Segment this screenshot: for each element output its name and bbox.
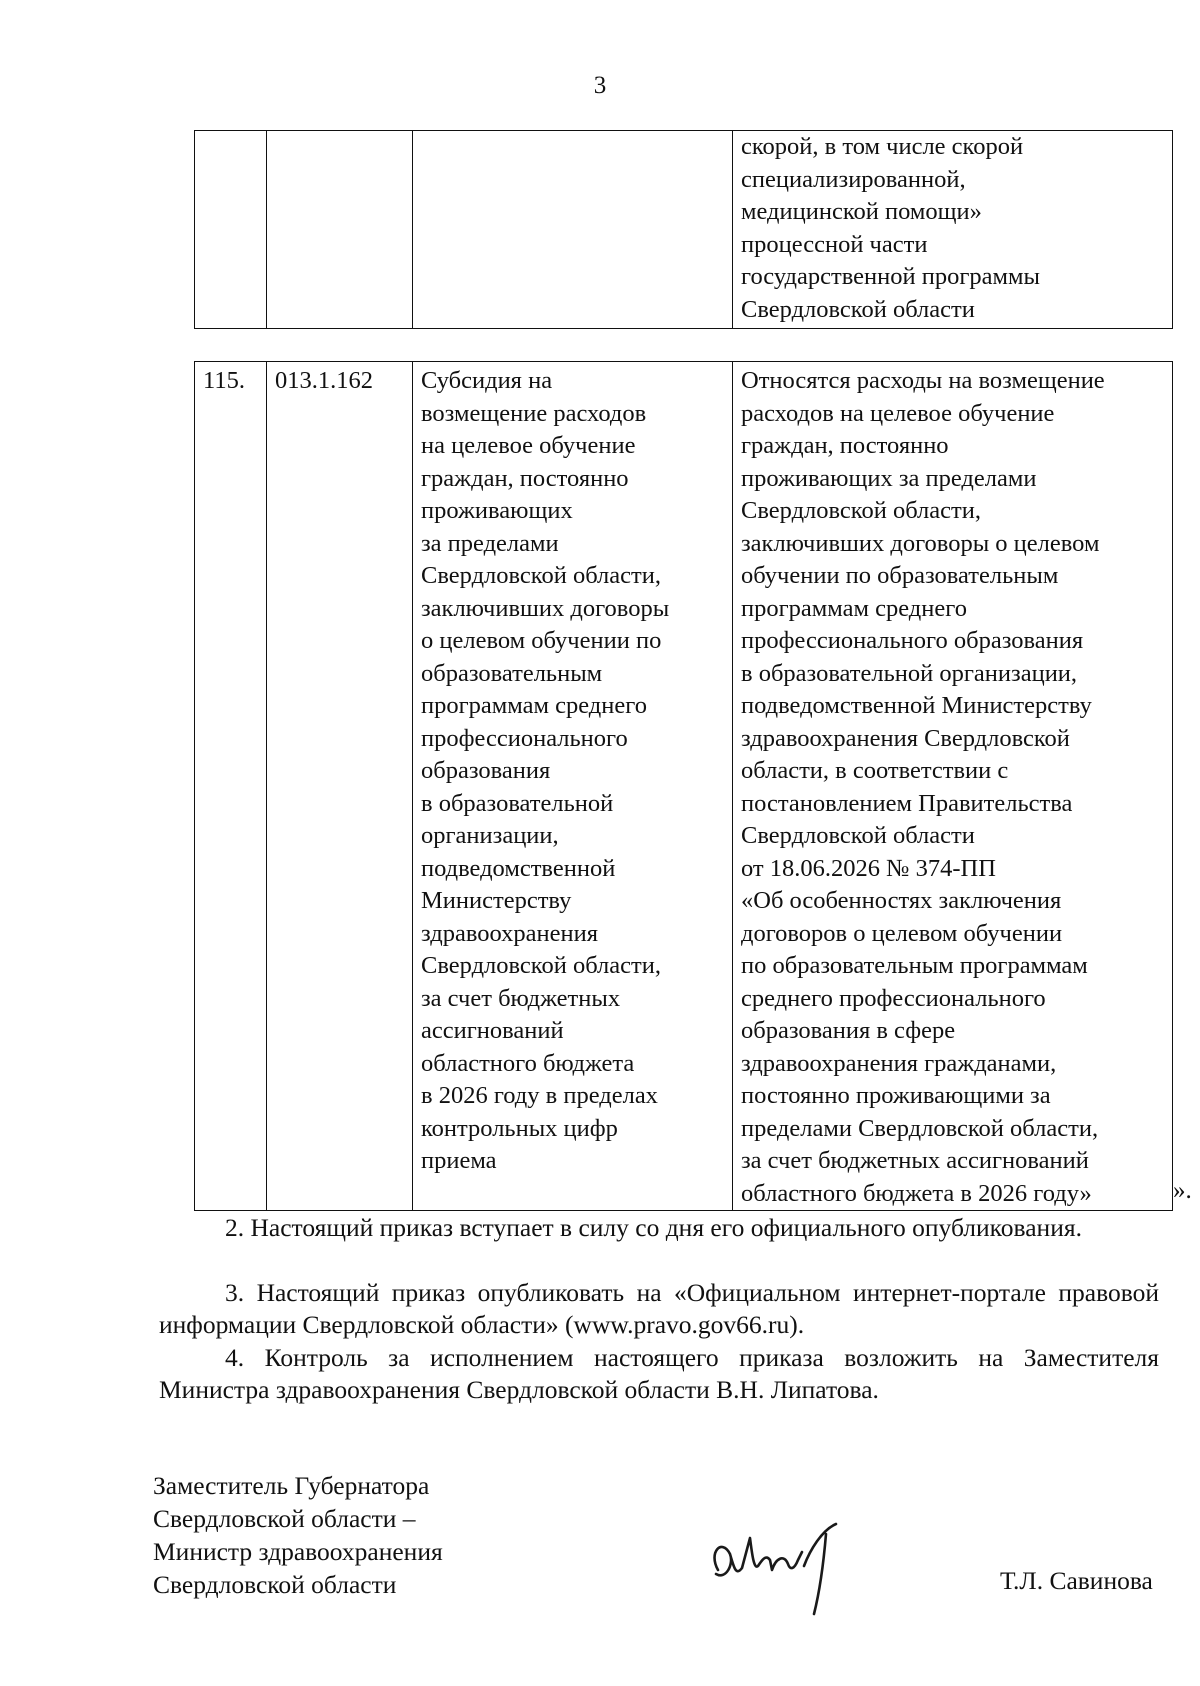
text-line: договоров о целевом обучении — [741, 919, 1063, 947]
text-line: государственной программы — [741, 263, 1040, 290]
text-line: приема — [421, 1147, 497, 1174]
name-cell — [413, 362, 733, 1211]
text-line: процессной части — [741, 230, 928, 258]
table-continuation — [194, 130, 1173, 329]
text-line: за счет бюджетных ассигнований — [741, 1147, 1089, 1174]
text-line: подведомственной Министерству — [741, 692, 1092, 719]
text-line: граждан, постоянно — [741, 432, 949, 459]
text-line: Свердловской области — [741, 822, 975, 849]
text-line: постоянно проживающими за — [741, 1082, 1051, 1109]
text-line: Субсидия на — [421, 367, 553, 394]
text-line: расходов на целевое обучение — [741, 399, 1055, 427]
closing-quote: ». — [1173, 1177, 1192, 1204]
text-line: Свердловской области, — [741, 497, 981, 524]
text-line: областного бюджета — [421, 1049, 635, 1077]
description-cell — [733, 131, 1173, 329]
text-line: обучении по образовательным — [741, 562, 1059, 589]
text-line: на целевое обучение — [421, 432, 636, 459]
text-line: Свердловской области – — [153, 1504, 416, 1533]
text-line: граждан, постоянно — [421, 464, 629, 492]
text-line: за счет бюджетных — [421, 984, 621, 1012]
text-line: проживающих — [421, 497, 573, 524]
text-line: организации, — [421, 822, 559, 849]
text-line: Свердловской области, — [421, 952, 661, 979]
paragraph-3: 3. Настоящий приказ опубликовать на «Официальном интернет-портале правовой информации Свердловской области» (www.pravo.gov66.ru). — [159, 1278, 1159, 1339]
text-line: специализированной, — [741, 165, 966, 193]
row-number-cell: 115. — [195, 362, 267, 1211]
text-line: в образовательной организации, — [741, 659, 1078, 687]
row-number-cell — [195, 131, 267, 329]
text-line: Свердловской области — [741, 295, 975, 323]
text-line: образования — [421, 757, 551, 784]
text-line: возмещение расходов — [421, 399, 647, 427]
text-line: Заместитель Губернатора — [153, 1471, 430, 1500]
table-row — [195, 131, 1173, 329]
signer-title — [153, 1469, 443, 1601]
text-line: программам среднего — [741, 594, 967, 622]
description-cell — [733, 362, 1173, 1211]
text-line: Свердловской области, — [421, 562, 661, 589]
table-row-115 — [194, 361, 1173, 1211]
code-cell: 013.1.162 — [267, 362, 413, 1211]
text-line: области, в соответствии с — [741, 757, 1009, 784]
text-line: здравоохранения — [421, 919, 598, 947]
text-line: Относятся расходы на возмещение — [741, 367, 1105, 394]
text-line: здравоохранения Свердловской — [741, 724, 1070, 752]
table-row — [195, 362, 1173, 1211]
handwritten-signature — [700, 1510, 860, 1620]
paragraph-4: 4. Контроль за исполнением настоящего приказа возложить на Заместителя Министра здравоохранения Свердловской области В.Н. Липатова. — [159, 1343, 1159, 1404]
text-line: профессионального образования — [741, 627, 1084, 654]
text-line: заключивших договоры — [421, 594, 670, 622]
page-number: 3 — [593, 72, 607, 99]
text-line: профессионального — [421, 724, 628, 752]
text-line: образования в сфере — [741, 1017, 956, 1044]
code-cell — [267, 131, 413, 329]
text-line: Министерству — [421, 887, 572, 914]
signer-name: Т.Л. Савинова — [1000, 1566, 1153, 1595]
paragraph-2: 2. Настоящий приказ вступает в силу со дня его официального опубликования. — [225, 1213, 1082, 1242]
text-line: областного бюджета в 2026 году» — [741, 1179, 1092, 1207]
text-line: пределами Свердловской области, — [741, 1114, 1099, 1142]
text-line: Свердловской области — [153, 1570, 397, 1599]
text-line: образовательным — [421, 659, 603, 687]
text-line: о целевом обучении по — [421, 627, 662, 654]
text-line: «Об особенностях заключения — [741, 887, 1062, 914]
text-line: заключивших договоры о целевом — [741, 529, 1100, 557]
text-line: подведомственной — [421, 854, 616, 882]
text-line: в 2026 году в пределах — [421, 1082, 658, 1109]
text-line: в образовательной — [421, 789, 614, 817]
name-cell — [413, 131, 733, 329]
text-line: ассигнований — [421, 1017, 564, 1044]
text-line: по образовательным программам — [741, 952, 1088, 979]
text-line: программам среднего — [421, 692, 647, 719]
text-line: контрольных цифр — [421, 1114, 618, 1142]
text-line: здравоохранения гражданами, — [741, 1049, 1057, 1077]
text-line: проживающих за пределами — [741, 464, 1037, 492]
text-line: среднего профессионального — [741, 984, 1046, 1012]
text-line: Министр здравоохранения — [153, 1537, 443, 1566]
text-line: постановлением Правительства — [741, 789, 1073, 817]
text-line: за пределами — [421, 529, 559, 557]
text-line: скорой, в том числе скорой — [741, 133, 1024, 160]
text-line: медицинской помощи» — [741, 198, 982, 225]
text-line: от 18.06.2026 № 374-ПП — [741, 854, 996, 882]
